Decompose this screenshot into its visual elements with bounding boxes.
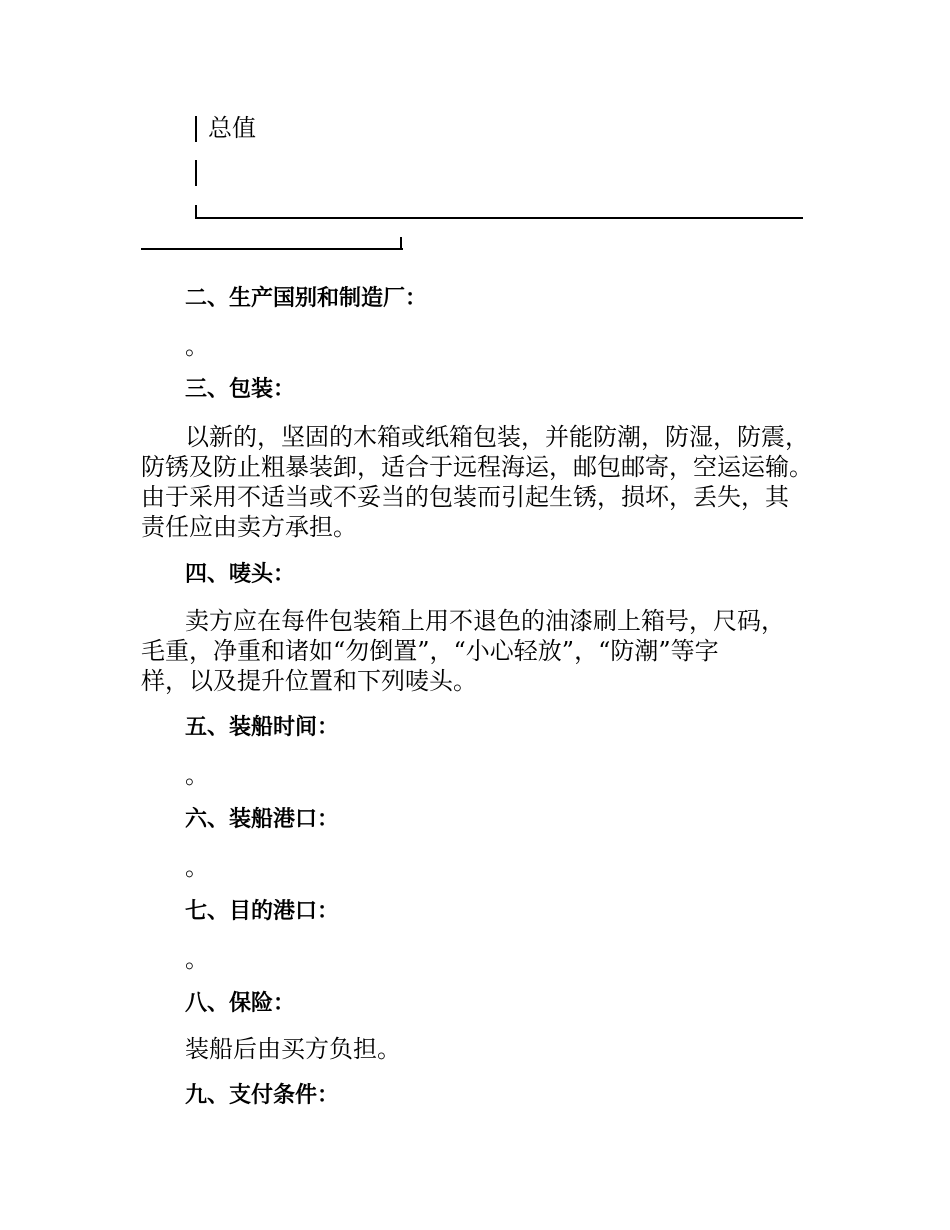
section-heading-payment-terms: 九、支付条件： [185,1083,340,1108]
section-body-packing-line: 防锈及防止粗暴装卸，适合于远程海运，邮包邮寄，空运运输。 [141,453,813,481]
section-heading-destination-port: 七、目的港口： [185,899,340,924]
section-body-packing-line: 责任应由卖方承担。 [141,513,357,541]
section-heading-insurance: 八、保险： [185,991,296,1016]
section-body-marks-line: 样，以及提升位置和下列唛头。 [141,667,477,695]
section-body-origin-line: 。 [185,332,209,360]
table-bottom-border-2 [141,248,403,250]
section-body-destination-port-line: 。 [185,945,209,973]
section-heading-shipment-time: 五、装船时间： [185,715,340,740]
table-bottom-border-1 [195,217,803,219]
section-heading-origin: 二、生产国别和制造厂： [185,286,428,311]
table-right-corner [400,237,402,250]
section-heading-packing: 三、包装： [185,377,296,402]
section-heading-loading-port: 六、装船港口： [185,807,340,832]
section-heading-marks: 四、唛头： [185,562,296,587]
table-left-border-2 [195,160,197,186]
section-body-shipment-time-line: 。 [185,761,209,789]
section-body-marks-line: 卖方应在每件包装箱上用不退色的油漆刷上箱号，尺码， [185,607,785,635]
section-body-packing-line: 由于采用不适当或不妥当的包装而引起生锈，损坏，丢失，其 [141,483,789,511]
section-body-marks-line: 毛重，净重和诸如“勿倒置”，“小心轻放”，“防潮”等字 [141,637,719,665]
section-body-loading-port-line: 。 [185,853,209,881]
table-cell-total-value-label: 总值 [208,114,256,142]
section-body-insurance-line: 装船后由买方负担。 [185,1035,401,1063]
section-body-packing-line: 以新的，坚固的木箱或纸箱包装，并能防潮，防湿，防震， [185,423,809,451]
